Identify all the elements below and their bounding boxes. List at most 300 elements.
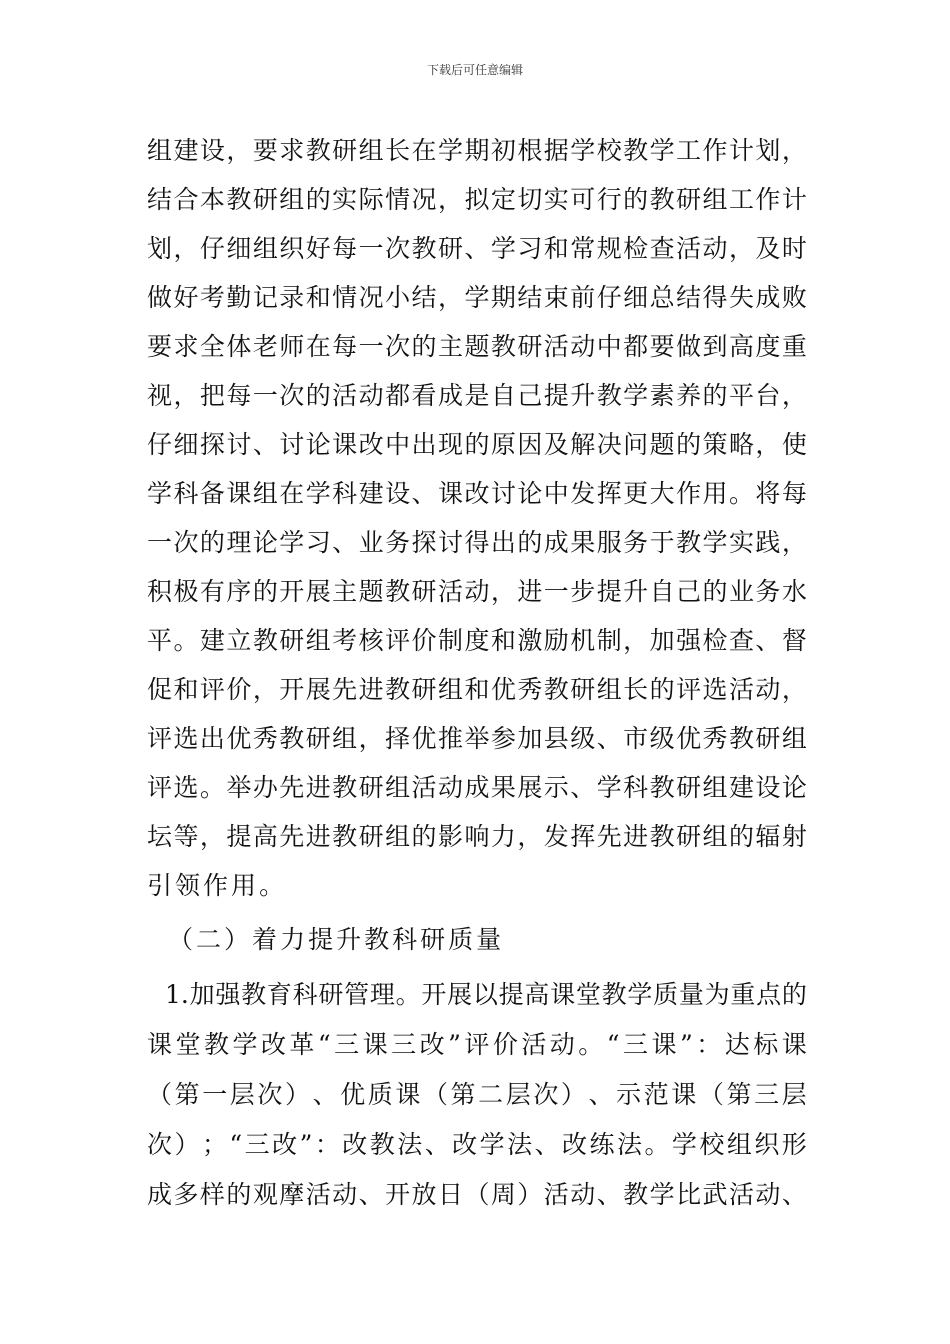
glyph: 制 bbox=[596, 626, 622, 655]
glyph: 励 bbox=[543, 626, 569, 655]
glyph: ， bbox=[437, 185, 463, 214]
glyph: 堂 bbox=[575, 980, 601, 1009]
glyph: 有 bbox=[199, 577, 225, 606]
glyph: ， bbox=[226, 136, 252, 165]
glyph: 开 bbox=[421, 980, 447, 1009]
glyph: 教 bbox=[623, 1180, 649, 1209]
glyph: 组 bbox=[252, 234, 278, 263]
glyph: 优 bbox=[490, 675, 516, 704]
glyph: 老 bbox=[252, 332, 278, 361]
glyph: 评 bbox=[147, 773, 173, 802]
glyph: 次 bbox=[279, 381, 305, 410]
glyph: 活 bbox=[305, 1180, 331, 1209]
glyph: 秀 bbox=[517, 675, 543, 704]
glyph: 组 bbox=[385, 773, 411, 802]
glyph: ， bbox=[781, 528, 807, 557]
glyph: 次 bbox=[257, 1080, 283, 1109]
glyph: 查 bbox=[728, 626, 754, 655]
glyph: 进 bbox=[305, 822, 331, 851]
glyph: 际 bbox=[358, 185, 384, 214]
glyph: 一 bbox=[252, 381, 278, 410]
glyph: 升 bbox=[336, 925, 362, 954]
glyph: 设 bbox=[755, 773, 781, 802]
glyph: 动 bbox=[755, 1180, 781, 1209]
glyph: 策 bbox=[702, 430, 728, 459]
glyph: 理 bbox=[369, 980, 395, 1009]
glyph: 学 bbox=[671, 1130, 697, 1159]
glyph: 略 bbox=[728, 430, 754, 459]
glyph: 期 bbox=[464, 136, 490, 165]
glyph: 三 bbox=[334, 1030, 360, 1059]
glyph: 课 bbox=[395, 1080, 421, 1109]
text-line bbox=[147, 523, 807, 563]
glyph: ， bbox=[755, 430, 781, 459]
glyph: 己 bbox=[676, 577, 702, 606]
glyph: 层 bbox=[229, 1080, 255, 1109]
glyph: 每 bbox=[781, 479, 807, 508]
glyph: 作 bbox=[702, 136, 728, 165]
glyph: 课 bbox=[226, 479, 252, 508]
glyph: 制 bbox=[437, 626, 463, 655]
glyph: 次 bbox=[147, 1130, 173, 1159]
glyph: 学 bbox=[490, 234, 516, 263]
glyph: 、 bbox=[596, 724, 622, 753]
glyph: 以 bbox=[472, 980, 498, 1009]
glyph: 师 bbox=[279, 332, 305, 361]
glyph: ， bbox=[781, 381, 807, 410]
glyph: 练 bbox=[589, 1130, 615, 1159]
glyph: 评 bbox=[385, 626, 411, 655]
glyph: 动 bbox=[437, 773, 463, 802]
glyph: 都 bbox=[385, 381, 411, 410]
glyph: 可 bbox=[570, 185, 596, 214]
glyph: 束 bbox=[543, 283, 569, 312]
glyph: 成 bbox=[464, 773, 490, 802]
glyph: 小 bbox=[385, 283, 411, 312]
glyph: 的 bbox=[252, 577, 278, 606]
glyph: 的 bbox=[676, 430, 702, 459]
glyph: 。 bbox=[173, 626, 199, 655]
glyph: 发 bbox=[570, 479, 596, 508]
glyph: 价 bbox=[492, 1030, 518, 1059]
glyph: 先 bbox=[279, 773, 305, 802]
glyph: 序 bbox=[226, 577, 252, 606]
glyph: 动 bbox=[358, 381, 384, 410]
glyph: 动 bbox=[570, 332, 596, 361]
glyph: ， bbox=[199, 822, 225, 851]
glyph: 多 bbox=[173, 1180, 199, 1209]
glyph: 研 bbox=[411, 675, 437, 704]
glyph: 改 bbox=[562, 1130, 588, 1159]
glyph: 研 bbox=[411, 577, 437, 606]
glyph: 评 bbox=[147, 724, 173, 753]
glyph: 讨 bbox=[279, 430, 305, 459]
glyph: 前 bbox=[570, 283, 596, 312]
glyph: 结 bbox=[517, 283, 543, 312]
glyph: ” bbox=[448, 1030, 461, 1059]
glyph: 价 bbox=[226, 675, 252, 704]
glyph: 。 bbox=[728, 479, 754, 508]
glyph: 论 bbox=[781, 773, 807, 802]
glyph: 用 bbox=[702, 479, 728, 508]
glyph: 做 bbox=[676, 332, 702, 361]
text-line bbox=[147, 131, 807, 171]
glyph: 教 bbox=[596, 381, 622, 410]
glyph: 用 bbox=[231, 871, 257, 900]
glyph: 一 bbox=[358, 332, 384, 361]
glyph: 市 bbox=[623, 724, 649, 753]
glyph: 课 bbox=[781, 1030, 807, 1059]
glyph: 在 bbox=[305, 332, 331, 361]
glyph: 学 bbox=[305, 479, 331, 508]
glyph: 学 bbox=[232, 1030, 258, 1059]
glyph: 定 bbox=[490, 185, 516, 214]
glyph: 考 bbox=[332, 626, 358, 655]
glyph: 立 bbox=[226, 626, 252, 655]
glyph: 和 bbox=[490, 626, 516, 655]
glyph: 务 bbox=[755, 577, 781, 606]
glyph: 一 bbox=[147, 528, 173, 557]
glyph: 长 bbox=[385, 136, 411, 165]
glyph: 中 bbox=[385, 430, 411, 459]
glyph: 展 bbox=[305, 675, 331, 704]
text-line bbox=[147, 719, 807, 759]
glyph: 养 bbox=[676, 381, 702, 410]
glyph: 建 bbox=[173, 136, 199, 165]
text-line bbox=[147, 327, 807, 367]
glyph: 计 bbox=[728, 136, 754, 165]
glyph: 动 bbox=[570, 1180, 596, 1209]
glyph: 组 bbox=[781, 724, 807, 753]
glyph: 成 bbox=[755, 283, 781, 312]
glyph: 次 bbox=[385, 234, 411, 263]
glyph: 量 bbox=[678, 980, 704, 1009]
glyph: 于 bbox=[649, 528, 675, 557]
glyph: 好 bbox=[173, 283, 199, 312]
glyph: 次 bbox=[385, 332, 411, 361]
text-line bbox=[147, 376, 807, 416]
glyph: 常 bbox=[570, 234, 596, 263]
glyph: 三 bbox=[754, 1080, 780, 1109]
glyph: 的 bbox=[305, 381, 331, 410]
glyph: 学 bbox=[147, 479, 173, 508]
text-line bbox=[147, 670, 807, 710]
glyph: 仔 bbox=[199, 234, 225, 263]
glyph: 秀 bbox=[252, 724, 278, 753]
glyph: 平 bbox=[147, 626, 173, 655]
glyph: 教 bbox=[241, 980, 267, 1009]
glyph: 课 bbox=[437, 479, 463, 508]
glyph: 、 bbox=[411, 479, 437, 508]
glyph: 核 bbox=[358, 626, 384, 655]
glyph: 问 bbox=[623, 430, 649, 459]
glyph: （ bbox=[168, 925, 194, 954]
glyph: 一 bbox=[543, 577, 569, 606]
glyph: 择 bbox=[385, 724, 411, 753]
glyph: 研 bbox=[437, 234, 463, 263]
glyph: 标 bbox=[753, 1030, 779, 1059]
glyph: 发 bbox=[543, 822, 569, 851]
glyph: 。 bbox=[395, 980, 421, 1009]
glyph: 实 bbox=[728, 528, 754, 557]
glyph: 学 bbox=[649, 136, 675, 165]
glyph: 作 bbox=[203, 871, 229, 900]
glyph: 二 bbox=[478, 1080, 504, 1109]
glyph: 教 bbox=[279, 724, 305, 753]
glyph: ， bbox=[358, 724, 384, 753]
glyph: 1. bbox=[165, 980, 189, 1009]
glyph: 讨 bbox=[490, 479, 516, 508]
glyph: 高 bbox=[524, 980, 550, 1009]
glyph: ， bbox=[623, 626, 649, 655]
glyph: 组 bbox=[385, 822, 411, 851]
glyph: 县 bbox=[543, 724, 569, 753]
glyph: 教 bbox=[369, 1130, 395, 1159]
glyph: 得 bbox=[464, 528, 490, 557]
glyph: 开 bbox=[385, 1180, 411, 1209]
glyph: 组 bbox=[147, 136, 173, 165]
glyph: 探 bbox=[199, 430, 225, 459]
glyph: 研 bbox=[358, 822, 384, 851]
glyph: 科 bbox=[332, 479, 358, 508]
glyph: 研 bbox=[358, 773, 384, 802]
glyph: 结 bbox=[147, 185, 173, 214]
glyph: 工 bbox=[676, 136, 702, 165]
section-heading bbox=[168, 920, 828, 960]
glyph: 高 bbox=[728, 332, 754, 361]
glyph: 、 bbox=[358, 1180, 384, 1209]
glyph: 强 bbox=[676, 626, 702, 655]
glyph: 的 bbox=[411, 822, 437, 851]
glyph: 一 bbox=[202, 1080, 228, 1109]
glyph: 理 bbox=[226, 528, 252, 557]
glyph: 加 bbox=[189, 980, 215, 1009]
glyph: “ bbox=[229, 1130, 243, 1159]
glyph: 检 bbox=[623, 234, 649, 263]
text-line bbox=[147, 572, 807, 612]
glyph: 学 bbox=[279, 528, 305, 557]
glyph: 教 bbox=[543, 675, 569, 704]
glyph: 大 bbox=[649, 479, 675, 508]
glyph: 、 bbox=[570, 773, 596, 802]
glyph: 中 bbox=[596, 332, 622, 361]
glyph: 放 bbox=[411, 1180, 437, 1209]
glyph: 学 bbox=[649, 1180, 675, 1209]
text-line bbox=[165, 975, 807, 1015]
glyph: 活 bbox=[411, 773, 437, 802]
glyph: 题 bbox=[649, 430, 675, 459]
glyph: 科 bbox=[292, 980, 318, 1009]
glyph: 法 bbox=[616, 1130, 642, 1159]
glyph: 二 bbox=[196, 925, 222, 954]
glyph: 要 bbox=[252, 136, 278, 165]
glyph: 射 bbox=[781, 822, 807, 851]
glyph: 日 bbox=[437, 1180, 463, 1209]
glyph: ， bbox=[781, 675, 807, 704]
glyph: 行 bbox=[596, 185, 622, 214]
glyph: 研 bbox=[279, 626, 305, 655]
text-line bbox=[147, 278, 807, 318]
glyph: 三 bbox=[623, 1030, 649, 1059]
glyph: 科 bbox=[392, 925, 418, 954]
glyph: 设 bbox=[199, 136, 225, 165]
glyph: 织 bbox=[279, 234, 305, 263]
glyph: ） bbox=[174, 1130, 200, 1159]
glyph: 建 bbox=[199, 626, 225, 655]
glyph: 教 bbox=[332, 822, 358, 851]
glyph: 果 bbox=[490, 773, 516, 802]
glyph: 合 bbox=[173, 185, 199, 214]
glyph: 切 bbox=[517, 185, 543, 214]
glyph: 改 bbox=[272, 1130, 298, 1159]
glyph: 台 bbox=[755, 381, 781, 410]
glyph: 科 bbox=[173, 479, 199, 508]
glyph: 规 bbox=[596, 234, 622, 263]
glyph: 加 bbox=[649, 626, 675, 655]
glyph: 革 bbox=[289, 1030, 315, 1059]
glyph: 示 bbox=[543, 773, 569, 802]
glyph: 中 bbox=[543, 479, 569, 508]
glyph: 论 bbox=[517, 479, 543, 508]
glyph: 出 bbox=[411, 430, 437, 459]
glyph: 第 bbox=[726, 1080, 752, 1109]
text-line bbox=[147, 180, 807, 220]
glyph: 组 bbox=[702, 773, 728, 802]
glyph: 现 bbox=[437, 430, 463, 459]
glyph: 响 bbox=[464, 822, 490, 851]
glyph: 讨 bbox=[437, 528, 463, 557]
glyph: 改 bbox=[452, 1130, 478, 1159]
glyph: 、 bbox=[332, 528, 358, 557]
glyph: 、 bbox=[596, 1180, 622, 1209]
glyph: 出 bbox=[490, 528, 516, 557]
glyph: 评 bbox=[199, 675, 225, 704]
glyph: 影 bbox=[437, 822, 463, 851]
glyph: 举 bbox=[226, 773, 252, 802]
glyph: 更 bbox=[623, 479, 649, 508]
glyph: 因 bbox=[517, 430, 543, 459]
glyph: 研 bbox=[305, 724, 331, 753]
glyph: 业 bbox=[728, 577, 754, 606]
glyph: 题 bbox=[464, 332, 490, 361]
glyph: 法 bbox=[507, 1130, 533, 1159]
text-line bbox=[147, 1175, 807, 1215]
text-line bbox=[147, 474, 807, 514]
glyph: 主 bbox=[332, 577, 358, 606]
glyph: 推 bbox=[437, 724, 463, 753]
glyph: 动 bbox=[464, 577, 490, 606]
glyph: ： bbox=[696, 1030, 722, 1059]
glyph: 建 bbox=[728, 773, 754, 802]
glyph: 况 bbox=[358, 283, 384, 312]
glyph: 层 bbox=[505, 1080, 531, 1109]
glyph: 教 bbox=[226, 185, 252, 214]
glyph: 、 bbox=[464, 234, 490, 263]
glyph: 促 bbox=[147, 675, 173, 704]
glyph: ； bbox=[201, 1130, 227, 1159]
glyph: 在 bbox=[411, 136, 437, 165]
glyph: 教 bbox=[601, 980, 627, 1009]
glyph: 总 bbox=[649, 283, 675, 312]
glyph: 求 bbox=[173, 332, 199, 361]
glyph: 开 bbox=[279, 675, 305, 704]
glyph: 范 bbox=[643, 1080, 669, 1109]
glyph: 级 bbox=[649, 724, 675, 753]
text-line bbox=[147, 229, 807, 269]
glyph: 的 bbox=[623, 185, 649, 214]
glyph: 组 bbox=[332, 724, 358, 753]
glyph: 引 bbox=[147, 871, 173, 900]
glyph: 课 bbox=[651, 1030, 677, 1059]
glyph: 度 bbox=[464, 626, 490, 655]
glyph: 实 bbox=[332, 185, 358, 214]
glyph: 论 bbox=[252, 528, 278, 557]
glyph: 水 bbox=[781, 577, 807, 606]
glyph: 细 bbox=[623, 283, 649, 312]
glyph: 研 bbox=[570, 675, 596, 704]
glyph: 题 bbox=[358, 577, 384, 606]
glyph: 武 bbox=[702, 1180, 728, 1209]
glyph: 仔 bbox=[596, 283, 622, 312]
glyph: 及 bbox=[543, 430, 569, 459]
glyph: 织 bbox=[754, 1130, 780, 1159]
glyph: ： bbox=[314, 1130, 340, 1159]
glyph: 层 bbox=[781, 1080, 807, 1109]
glyph: 细 bbox=[173, 430, 199, 459]
glyph: 进 bbox=[305, 773, 331, 802]
glyph: 讨 bbox=[226, 430, 252, 459]
glyph: ” bbox=[679, 1030, 693, 1059]
glyph: 学 bbox=[623, 381, 649, 410]
glyph: 展 bbox=[517, 773, 543, 802]
glyph: 重 bbox=[781, 332, 807, 361]
glyph: 督 bbox=[781, 626, 807, 655]
glyph: 进 bbox=[623, 822, 649, 851]
glyph: 实 bbox=[543, 185, 569, 214]
glyph: 课 bbox=[332, 430, 358, 459]
glyph: 秀 bbox=[702, 724, 728, 753]
glyph: 看 bbox=[411, 381, 437, 410]
glyph: 优 bbox=[676, 724, 702, 753]
glyph: 学 bbox=[464, 283, 490, 312]
glyph: ， bbox=[728, 234, 754, 263]
glyph: 改 bbox=[358, 430, 384, 459]
glyph: 把 bbox=[199, 381, 225, 410]
glyph: 力 bbox=[490, 822, 516, 851]
glyph: 教 bbox=[203, 1030, 229, 1059]
glyph: 教 bbox=[490, 332, 516, 361]
glyph: 校 bbox=[596, 136, 622, 165]
glyph: “ bbox=[317, 1030, 331, 1059]
glyph: 果 bbox=[570, 528, 596, 557]
glyph: 建 bbox=[358, 479, 384, 508]
glyph: 考 bbox=[199, 283, 225, 312]
glyph: 的 bbox=[781, 980, 807, 1009]
glyph: 败 bbox=[781, 283, 807, 312]
text-line bbox=[147, 1025, 807, 1065]
glyph: 主 bbox=[437, 332, 463, 361]
glyph: 作 bbox=[755, 185, 781, 214]
glyph: 展 bbox=[447, 980, 473, 1009]
glyph: 进 bbox=[358, 675, 384, 704]
glyph: 研 bbox=[252, 185, 278, 214]
glyph: 选 bbox=[173, 773, 199, 802]
glyph: 提 bbox=[596, 577, 622, 606]
glyph: 将 bbox=[755, 479, 781, 508]
glyph: 育 bbox=[266, 980, 292, 1009]
glyph: 期 bbox=[490, 283, 516, 312]
glyph: 等 bbox=[173, 822, 199, 851]
